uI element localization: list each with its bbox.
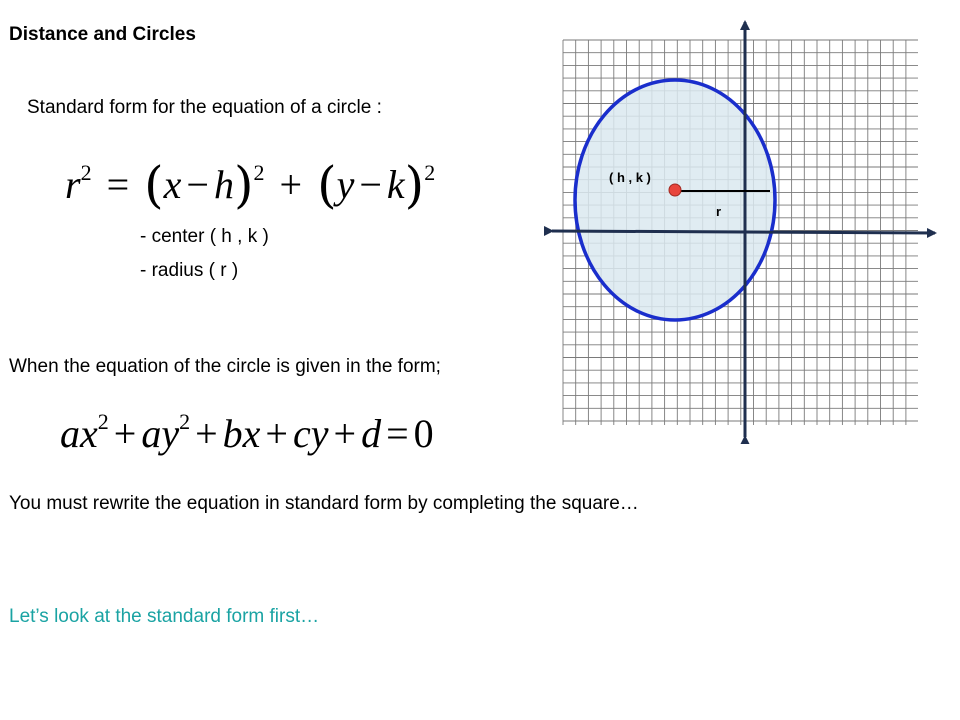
eq-x: x [163, 162, 182, 207]
eq-ay-exponent: 2 [179, 409, 191, 434]
eq-k: k [386, 162, 405, 207]
standard-form-equation: $r^2 = (x - h)^2 + (y - k)^2$ [65, 156, 436, 214]
eq-d: d [361, 411, 382, 456]
standard-form-intro: Standard form for the equation of a circle : [27, 97, 382, 118]
general-form-intro: When the equation of the circle is given in the form; [9, 356, 441, 377]
eq-y-term-exponent: 2 [424, 160, 436, 185]
slide-title: Distance and Circles [9, 24, 196, 45]
general-form-equation: $ax^2 + ay^2$ + bx + cy + d = 0 [60, 409, 434, 456]
eq-minus-1: − [186, 162, 209, 207]
center-point [669, 184, 681, 196]
rewrite-instruction: You must rewrite the equation in standard form by completing the square… [9, 493, 639, 514]
eq-cy: cy [292, 411, 329, 456]
eq-zero: 0 [413, 411, 434, 456]
eq-ax: ax [60, 411, 98, 456]
eq-r-exponent: 2 [80, 160, 92, 185]
circle-graph [540, 14, 950, 444]
next-step-note: Let’s look at the standard form first… [9, 606, 320, 627]
eq-bx: bx [222, 411, 261, 456]
eq-h: h [213, 162, 234, 207]
eq-ay: ay [141, 411, 180, 456]
bullet-radius: - radius ( r ) [140, 260, 239, 281]
eq-ax-exponent: 2 [97, 409, 109, 434]
radius-label: r [716, 204, 722, 219]
eq-x-term-exponent: 2 [253, 160, 265, 185]
bullet-center: - center ( h , k ) [140, 226, 269, 247]
eq-y: y [336, 162, 355, 207]
eq-minus-2: − [359, 162, 382, 207]
eq-r: r [65, 162, 81, 207]
center-label: ( h , k ) [609, 170, 651, 185]
